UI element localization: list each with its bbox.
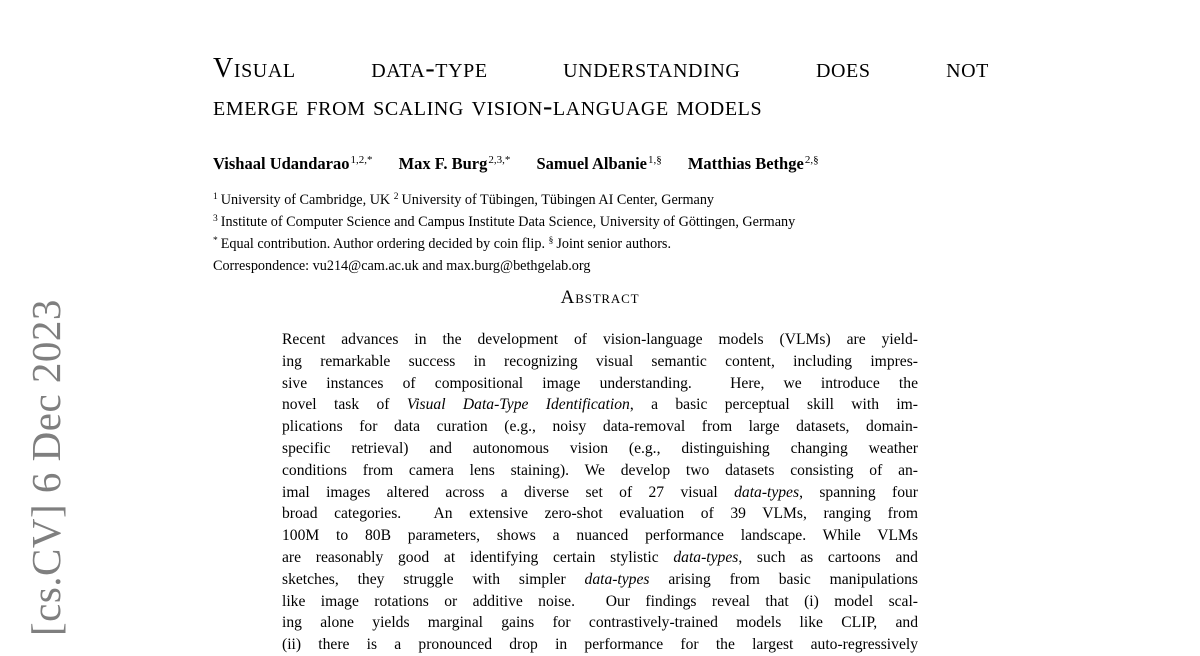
author-marks: 2,3,* [488, 154, 511, 166]
abstract-line [282, 525, 918, 547]
abstract-line [282, 569, 918, 591]
footnote-text: Joint senior authors. [556, 236, 671, 252]
author-name: Vishaal Udandarao [213, 154, 350, 173]
affiliation-mark: 3 [213, 214, 218, 224]
contribution-note [213, 236, 671, 253]
abstract-text: are reasonably good at identifying certain stylistic [282, 548, 674, 566]
abstract-text: sketches, they struggle with simpler [282, 570, 585, 588]
abstract-text: ing alone yields marginal gains for contrastively-trained models like CLIP, and [282, 614, 918, 632]
abstract-line [282, 612, 918, 634]
title-word: not [946, 53, 989, 84]
abstract-text: broad categories. An extensive zero-shot evaluation of 39 VLMs, ranging from [282, 505, 918, 523]
title-word: does [815, 53, 871, 84]
abstract-line [282, 503, 918, 525]
abstract-text: sive instances of compositional image understanding. Here, we introduce the [282, 374, 918, 392]
abstract-emphasis: data-types [584, 570, 650, 588]
author [213, 154, 372, 173]
abstract-text: plications for data curation (e.g., noisy data-removal from large datasets, domain- [282, 418, 918, 436]
abstract-text: , a basic perceptual skill with im- [629, 396, 918, 414]
author-name: Samuel Albanie [536, 154, 647, 173]
abstract-line [282, 394, 918, 416]
affiliation-mark: 2 [393, 192, 399, 202]
arxiv-identifier-stamp: [cs.CV] 6 Dec 2023 [23, 299, 69, 636]
abstract-line [282, 547, 918, 569]
abstract-line [282, 373, 918, 395]
abstract-text: imal images altered across a diverse set of 27 visual [282, 483, 735, 501]
author-marks: 2,§ [804, 154, 819, 166]
abstract-text: , such as cartoons and [738, 548, 918, 566]
abstract-text: arising from basic manipulations [649, 570, 918, 588]
footnote-text: Equal contribution. Author ordering decided by coin flip. [220, 236, 546, 252]
author-marks: 1,2,* [350, 154, 373, 166]
footnote-mark: * [213, 236, 218, 246]
author [399, 154, 511, 173]
affiliation-line [213, 214, 795, 231]
author-marks: 1,§ [647, 154, 662, 166]
footnote-mark: § [548, 236, 554, 246]
abstract-text: , spanning four [799, 483, 918, 501]
abstract-line [282, 329, 918, 351]
abstract-text: conditions from camera lens staining). We develop two datasets consisting of an- [282, 461, 918, 479]
abstract-text: like image rotations or additive noise. Our findings reveal that (i) model scal- [282, 592, 918, 610]
abstract-text: 100M to 80B parameters, shows a nuanced performance landscape. While VLMs [282, 527, 918, 545]
abstract-line [282, 634, 918, 656]
title-word: data-type [371, 53, 488, 84]
abstract-line [282, 482, 918, 504]
abstract-line [282, 351, 918, 373]
abstract-text: ing remarkable success in recognizing visual semantic content, including impres- [282, 352, 918, 370]
abstract-line [282, 460, 918, 482]
abstract-heading: Abstract [560, 287, 640, 308]
author [537, 154, 662, 173]
abstract-emphasis: Visual Data-Type Identification [406, 396, 630, 414]
title-word: understanding [563, 53, 741, 84]
abstract-emphasis: data-types [673, 548, 739, 566]
author-list [213, 154, 841, 174]
paper-title [213, 50, 989, 126]
abstract-text: specific retrieval) and autonomous vision (e.g., distinguishing changing weather [282, 439, 918, 457]
abstract-emphasis: data-types [734, 483, 800, 501]
affiliation-text: University of Cambridge, UK [220, 192, 391, 208]
correspondence: Correspondence: vu214@cam.ac.uk and max.burg@bethgelab.org [213, 258, 591, 274]
title-line-1 [213, 50, 989, 88]
affiliation-mark: 1 [213, 192, 218, 202]
abstract-text: novel task of [282, 396, 407, 414]
author-name: Max F. Burg [398, 154, 488, 173]
abstract-text: (ii) there is a pronounced drop in performance for the largest auto-regressively [282, 636, 918, 654]
title-line-2: emerge from scaling vision-language models [213, 91, 763, 122]
abstract-line [282, 438, 918, 460]
author [688, 154, 819, 173]
affiliation-text: University of Tübingen, Tübingen AI Center, Germany [401, 192, 715, 208]
abstract-body [282, 329, 918, 656]
affiliation-line [213, 192, 714, 209]
author-name: Matthias Bethge [687, 154, 804, 173]
abstract-text: Recent advances in the development of vision-language models (VLMs) are yield- [282, 331, 918, 348]
affiliation-text: Institute of Computer Science and Campus Institute Data Science, University of Göttingen, Germany [220, 214, 796, 230]
title-word: Visual [213, 53, 296, 84]
abstract-line [282, 416, 918, 438]
abstract-line [282, 591, 918, 613]
